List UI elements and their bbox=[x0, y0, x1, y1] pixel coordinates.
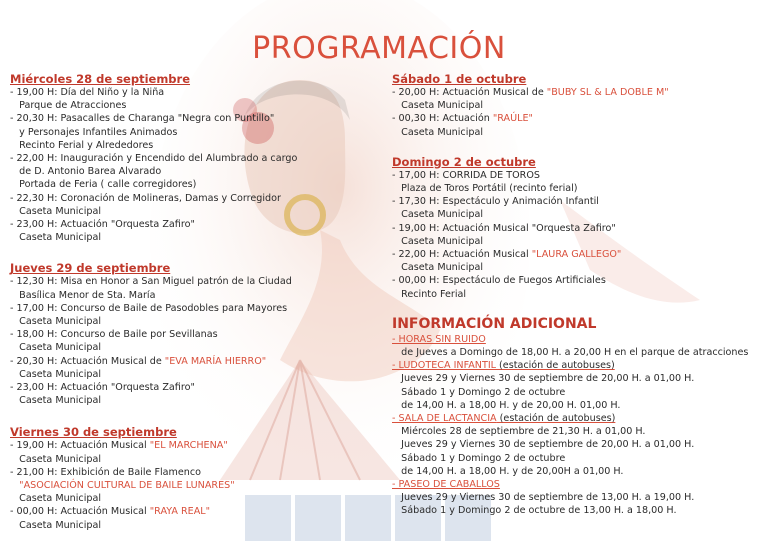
info-line: Sábado 1 y Domingo 2 de octubre bbox=[392, 452, 566, 464]
event-line bbox=[10, 479, 340, 492]
event-text: - 19,00 H: Actuación Musical bbox=[10, 440, 150, 452]
event-line bbox=[392, 208, 752, 221]
event-line bbox=[10, 394, 340, 407]
event-text: - 00,30 H: Actuación bbox=[392, 113, 493, 125]
info-label: - PASEO DE CABALLOS bbox=[392, 479, 500, 491]
event-text: - 17,30 H: Espectáculo y Animación Infantil bbox=[392, 196, 599, 208]
event-line bbox=[10, 492, 340, 505]
event-text: Caseta Municipal bbox=[10, 395, 101, 407]
event-line bbox=[392, 169, 752, 182]
event-line bbox=[10, 466, 340, 479]
event-text: Caseta Municipal bbox=[10, 493, 101, 505]
event-text: Parque de Atracciones bbox=[10, 100, 127, 112]
event-line bbox=[392, 235, 752, 248]
info-line: Jueves 29 y Viernes 30 de septiembre de 20,00 H. a 01,00 H. bbox=[392, 373, 695, 385]
event-line bbox=[392, 274, 752, 287]
event-text: Caseta Municipal bbox=[392, 209, 483, 221]
event-text: - 21,00 H: Exhibición de Baile Flamenco bbox=[10, 466, 202, 478]
event-line bbox=[10, 519, 340, 532]
info-section bbox=[392, 315, 752, 518]
right-column bbox=[392, 72, 752, 518]
event-text: Caseta Municipal bbox=[10, 316, 101, 328]
event-line bbox=[10, 218, 340, 231]
event-highlight: "RAYA REAL" bbox=[149, 506, 211, 518]
event-line bbox=[10, 178, 340, 191]
event-line bbox=[392, 112, 752, 125]
left-column bbox=[10, 72, 340, 532]
info-subheading bbox=[392, 333, 752, 346]
event-list bbox=[10, 439, 340, 531]
event-line bbox=[10, 165, 340, 178]
event-line bbox=[10, 205, 340, 218]
event-text: - 20,30 H: Actuación Musical de bbox=[10, 355, 165, 367]
event-list bbox=[392, 169, 752, 301]
event-text: - 22,30 H: Coronación de Molineras, Damas y Corregidor bbox=[10, 192, 281, 204]
event-text: Recinto Ferial bbox=[392, 288, 467, 300]
event-highlight: "LAURA GALLEGO" bbox=[531, 249, 622, 261]
event-text: - 19,00 H: Actuación Musical "Orquesta Zafiro" bbox=[392, 222, 616, 234]
event-line bbox=[10, 368, 340, 381]
event-list bbox=[392, 86, 752, 139]
page-title: PROGRAMACIÓN bbox=[252, 31, 506, 66]
day-heading: Miércoles 28 de septiembre bbox=[10, 72, 191, 86]
event-line bbox=[10, 126, 340, 139]
info-note: (estación de autobuses) bbox=[496, 360, 615, 372]
info-label: - LUDOTECA INFANTIL bbox=[392, 360, 496, 372]
event-line bbox=[10, 112, 340, 125]
event-line bbox=[10, 289, 340, 302]
day-section bbox=[392, 155, 752, 301]
event-text: - 17,00 H: Concurso de Baile de Pasodobles para Mayores bbox=[10, 302, 288, 314]
event-line bbox=[10, 341, 340, 354]
event-line bbox=[392, 126, 752, 139]
event-text: - 23,00 H: Actuación "Orquesta Zafiro" bbox=[10, 219, 195, 231]
info-line: Sábado 1 y Domingo 2 de octubre bbox=[392, 386, 566, 398]
event-text: - 17,00 H: CORRIDA DE TOROS bbox=[392, 169, 540, 181]
event-text: - 20,00 H: Actuación Musical de bbox=[392, 87, 547, 98]
info-line: de 14,00 H. a 18,00 H. y de 20,00H a 01,00 H. bbox=[392, 465, 624, 477]
event-line bbox=[392, 99, 752, 112]
day-heading: Sábado 1 de octubre bbox=[392, 72, 527, 86]
event-text: - 20,30 H: Pasacalles de Charanga "Negra con Puntillo" bbox=[10, 113, 275, 125]
event-text: - 18,00 H: Concurso de Baile por Sevillanas bbox=[10, 329, 218, 341]
event-text: Caseta Municipal bbox=[10, 519, 101, 531]
event-text: Caseta Municipal bbox=[10, 205, 101, 217]
event-text: Caseta Municipal bbox=[392, 100, 483, 112]
event-text: Portada de Feria ( calle corregidores) bbox=[10, 179, 197, 191]
event-line bbox=[10, 355, 340, 368]
event-line bbox=[10, 86, 340, 99]
event-line bbox=[10, 302, 340, 315]
info-title: INFORMACIÓN ADICIONAL bbox=[392, 315, 597, 332]
event-text: - 19,00 H: Día del Niño y la Niña bbox=[10, 87, 165, 98]
event-text: - 12,30 H: Misa en Honor a San Miguel patrón de la Ciudad bbox=[10, 276, 292, 288]
event-line bbox=[392, 86, 752, 99]
event-text: Caseta Municipal bbox=[392, 235, 483, 247]
event-text: Caseta Municipal bbox=[392, 126, 483, 138]
info-subheading bbox=[392, 478, 752, 491]
day-section bbox=[10, 425, 340, 531]
event-text bbox=[10, 480, 19, 491]
event-highlight: "ASOCIACIÓN CULTURAL DE BAILE LUNARES" bbox=[19, 480, 235, 492]
event-line bbox=[392, 288, 752, 301]
event-text: Recinto Ferial y Alrededores bbox=[10, 139, 154, 151]
event-line bbox=[10, 439, 340, 452]
event-text: y Personajes Infantiles Animados bbox=[10, 126, 178, 138]
event-text: Caseta Municipal bbox=[392, 262, 483, 274]
day-section bbox=[10, 72, 340, 244]
info-note: (estación de autobuses) bbox=[496, 413, 616, 425]
event-highlight: "RAÚLE" bbox=[492, 113, 533, 125]
day-section bbox=[10, 261, 340, 407]
event-line bbox=[10, 275, 340, 288]
info-line: Sábado 1 y Domingo 2 de octubre de 13,00 H. a 18,00 H. bbox=[392, 505, 677, 517]
event-line bbox=[10, 453, 340, 466]
event-line bbox=[10, 139, 340, 152]
event-highlight: "EVA MARÍA HIERRO" bbox=[164, 355, 267, 367]
info-line: Miércoles 28 de septiembre de 21,30 H. a 01,00 H. bbox=[392, 426, 646, 438]
event-highlight: "BUBY SL & LA DOBLE M" bbox=[546, 87, 669, 98]
event-text: Plaza de Toros Portátil (recinto ferial) bbox=[392, 183, 578, 195]
event-line bbox=[392, 261, 752, 274]
info-subheading bbox=[392, 359, 752, 372]
info-label: - HORAS SIN RUIDO bbox=[392, 333, 486, 345]
event-line bbox=[10, 231, 340, 244]
event-line bbox=[10, 328, 340, 341]
event-line bbox=[392, 222, 752, 235]
event-text: de D. Antonio Barea Alvarado bbox=[10, 166, 162, 178]
day-heading: Viernes 30 de septiembre bbox=[10, 425, 177, 440]
event-text: Basílica Menor de Sta. María bbox=[10, 289, 156, 301]
event-line bbox=[10, 381, 340, 394]
event-highlight: "EL MARCHENA" bbox=[149, 440, 228, 452]
day-section bbox=[392, 72, 752, 139]
event-line bbox=[10, 505, 340, 518]
event-text: Caseta Municipal bbox=[10, 453, 101, 465]
event-line bbox=[10, 192, 340, 205]
event-line bbox=[392, 182, 752, 195]
event-text: Caseta Municipal bbox=[10, 342, 101, 354]
event-text: - 00,00 H: Espectáculo de Fuegos Artificiales bbox=[392, 275, 606, 287]
event-text: - 23,00 H: Actuación "Orquesta Zafiro" bbox=[10, 382, 195, 394]
event-text: Caseta Municipal bbox=[10, 232, 101, 244]
day-heading: Jueves 29 de septiembre bbox=[10, 261, 171, 276]
info-line: Jueves 29 y Viernes 30 de septiembre de 13,00 H. a 19,00 H. bbox=[392, 492, 695, 504]
event-text: - 00,00 H: Actuación Musical bbox=[10, 506, 150, 518]
event-line bbox=[392, 248, 752, 261]
event-line bbox=[10, 99, 340, 112]
event-line bbox=[10, 152, 340, 165]
day-heading: Domingo 2 de octubre bbox=[392, 154, 536, 169]
event-line bbox=[10, 315, 340, 328]
info-subheading bbox=[392, 412, 752, 425]
event-list bbox=[10, 86, 340, 244]
info-line: Jueves 29 y Viernes 30 de septiembre de 20,00 H. a 01,00 H. bbox=[392, 439, 695, 451]
info-label: - SALA DE LACTANCIA bbox=[392, 413, 497, 425]
info-line: de 14,00 H. a 18,00 H. y de 20,00 H. 01,00 H. bbox=[392, 399, 621, 411]
event-text: - 22,00 H: Actuación Musical bbox=[392, 249, 532, 261]
event-text: Caseta Municipal bbox=[10, 368, 101, 380]
event-line bbox=[392, 195, 752, 208]
event-text: - 22,00 H: Inauguración y Encendido del Alumbrado a cargo bbox=[10, 153, 298, 165]
event-list bbox=[10, 275, 340, 407]
info-line: de Jueves a Domingo de 18,00 H. a 20,00 H en el parque de atracciones bbox=[392, 347, 749, 359]
